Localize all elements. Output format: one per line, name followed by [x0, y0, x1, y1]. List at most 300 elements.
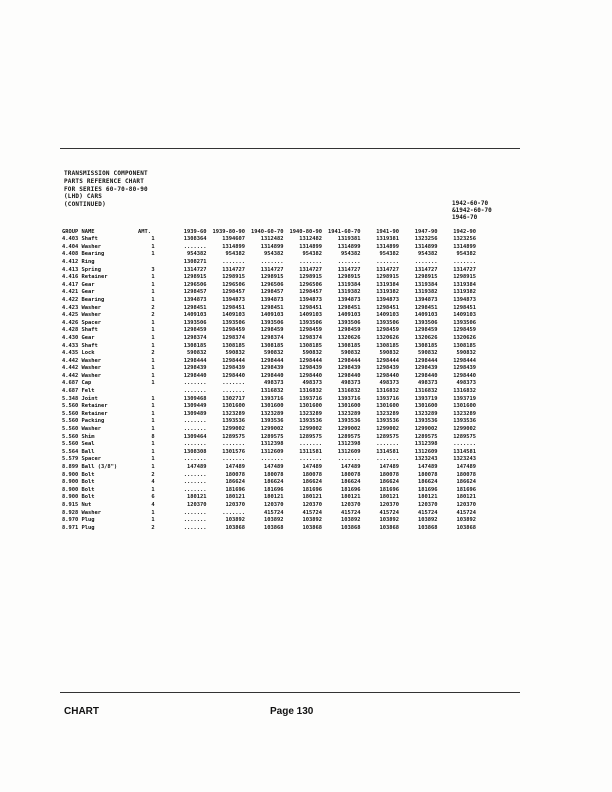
table-row	[62, 494, 476, 502]
part-number-cell: 1314899	[260, 243, 284, 250]
part-number-cell: .......	[183, 418, 207, 425]
part-number-cell: 498373	[418, 380, 438, 387]
part-number-cell: 1393719	[453, 395, 476, 402]
part-number-cell: 1298915	[222, 274, 245, 281]
part-number-cell: 1296506	[183, 281, 207, 288]
part-number-cell: .......	[183, 388, 207, 395]
part-number-cell: 180121	[341, 494, 361, 501]
part-number-cell: 1314727	[260, 266, 284, 273]
part-number-cell: .......	[337, 258, 361, 265]
title-line: PARTS REFERENCE CHART	[64, 177, 145, 185]
part-number-cell: 1296506	[299, 281, 322, 288]
part-number-cell: 954382	[341, 251, 361, 258]
part-name-cell: 5.560 Retainer	[62, 410, 108, 417]
part-number-cell: .......	[183, 243, 207, 250]
part-number-cell: 1394873	[260, 296, 284, 303]
table-row	[62, 456, 476, 464]
part-number-cell: 1409103	[414, 312, 438, 319]
part-number-cell: 1393716	[299, 395, 322, 402]
part-number-cell: 1393536	[453, 418, 476, 425]
part-number-cell: 1320626	[337, 334, 361, 341]
part-number-cell: 1393506	[414, 319, 438, 326]
amount-cell: 1	[151, 448, 155, 455]
part-number-cell: 590832	[456, 350, 476, 357]
part-name-cell: 8.970 Plug	[62, 517, 95, 524]
part-number-cell: 1316832	[414, 388, 438, 395]
part-number-cell: 1314899	[222, 243, 245, 250]
table-row	[62, 342, 476, 350]
part-number-cell: 1308185	[376, 342, 399, 349]
column-header: 1942-90	[453, 228, 476, 235]
amount-cell: 1	[151, 281, 155, 288]
part-number-cell: 1298451	[183, 304, 207, 311]
part-number-cell: 1320626	[453, 334, 476, 341]
amount-cell: 1	[151, 517, 155, 524]
part-number-cell: 1314899	[376, 243, 399, 250]
part-number-cell: 180121	[225, 494, 245, 501]
table-row	[62, 426, 476, 434]
amount-cell: 1	[151, 456, 155, 463]
part-number-cell: 1298457	[222, 289, 245, 296]
part-number-cell: .......	[183, 524, 207, 531]
table-row	[62, 259, 476, 267]
part-number-cell: 415724	[418, 509, 438, 516]
part-number-cell: 1311581	[299, 448, 322, 455]
part-name-cell: 4.428 Shaft	[62, 327, 98, 334]
part-number-cell: 186624	[341, 479, 361, 486]
part-number-cell: .......	[222, 456, 245, 463]
part-number-cell: 1289575	[376, 433, 399, 440]
part-number-cell: 1298451	[453, 304, 476, 311]
part-number-cell: 1316832	[453, 388, 476, 395]
part-number-cell: 103868	[264, 524, 284, 531]
part-number-cell: 1296506	[260, 281, 284, 288]
table-row	[62, 251, 476, 259]
part-number-cell: 1394873	[414, 296, 438, 303]
part-number-cell: 180078	[225, 471, 245, 478]
part-name-cell: 5.579 Spacer	[62, 456, 101, 463]
part-number-cell: 1312398	[337, 441, 361, 448]
amount-cell: 3	[151, 266, 155, 273]
part-number-cell: 181696	[418, 486, 438, 493]
part-name-cell: 8.900 Bolt	[62, 494, 95, 501]
part-number-cell: 147489	[187, 464, 207, 470]
part-number-cell: .......	[299, 258, 322, 265]
part-number-cell: 180121	[187, 494, 207, 501]
table-row	[62, 282, 476, 290]
part-number-cell: 1298459	[376, 327, 399, 334]
part-number-cell: 103868	[456, 524, 476, 531]
part-number-cell: 1409103	[260, 312, 284, 319]
part-number-cell: 1314727	[222, 266, 245, 273]
part-number-cell: 1298451	[337, 304, 361, 311]
part-number-cell: 1298439	[299, 365, 322, 372]
amount-cell: 1	[151, 486, 155, 493]
part-number-cell: 954382	[225, 251, 245, 258]
part-number-cell: 1298451	[376, 304, 399, 311]
part-number-cell: 590832	[225, 350, 245, 357]
part-number-cell: 498373	[341, 380, 361, 387]
part-name-cell: 8.971 Plug	[62, 524, 95, 531]
part-number-cell: 120370	[264, 501, 284, 508]
part-number-cell: 186624	[456, 479, 476, 486]
part-number-cell: .......	[222, 388, 245, 395]
table-row	[62, 327, 476, 335]
amount-cell: 1	[151, 395, 155, 402]
part-number-cell: 120370	[341, 501, 361, 508]
amount-cell: 1	[151, 464, 155, 470]
part-number-cell: 103892	[341, 517, 361, 524]
part-number-cell: 180121	[456, 494, 476, 501]
part-number-cell: 590832	[341, 350, 361, 357]
part-name-cell: 4.421 Gear	[62, 289, 95, 296]
part-number-cell: 1393536	[222, 418, 245, 425]
top-rule	[60, 148, 520, 149]
part-number-cell: .......	[299, 456, 322, 463]
part-number-cell: 103868	[225, 524, 245, 531]
column-header: 1939-80-90	[212, 228, 245, 235]
part-number-cell: 1393506	[183, 319, 207, 326]
part-number-cell: 1308271	[183, 258, 207, 265]
part-number-cell: .......	[183, 517, 207, 524]
amount-cell: 1	[151, 236, 155, 243]
part-number-cell: 954382	[302, 251, 322, 258]
part-number-cell: 181696	[456, 486, 476, 493]
table-row	[62, 358, 476, 366]
part-number-cell: 1309489	[183, 410, 207, 417]
part-number-cell: 1308364	[183, 236, 207, 243]
part-number-cell: 1289575	[260, 433, 284, 440]
part-name-cell: 8.928 Washer	[62, 509, 101, 516]
part-name-cell: 4.433 Shaft	[62, 342, 98, 349]
part-number-cell: 1298457	[183, 289, 207, 296]
part-number-cell: 180121	[379, 494, 399, 501]
table-row	[62, 418, 476, 426]
part-number-cell: 1393506	[376, 319, 399, 326]
part-number-cell: 1301600	[453, 403, 476, 410]
part-number-cell: 1316832	[337, 388, 361, 395]
part-number-cell: 186624	[225, 479, 245, 486]
part-number-cell: 1301576	[222, 448, 245, 455]
part-number-cell: 1298451	[260, 304, 284, 311]
part-number-cell: 1394873	[299, 296, 322, 303]
part-number-cell: 1312609	[260, 448, 284, 455]
table-row	[62, 297, 476, 305]
part-number-cell: 103892	[264, 517, 284, 524]
column-header: 1941-90	[376, 228, 399, 235]
part-number-cell: 1298459	[222, 327, 245, 334]
part-number-cell: 186624	[418, 479, 438, 486]
part-number-cell: 954382	[379, 251, 399, 258]
part-number-cell: 186624	[302, 479, 322, 486]
part-number-cell: 1320626	[414, 334, 438, 341]
part-name-cell: 4.687 Cap	[62, 380, 92, 387]
part-number-cell: 1323289	[453, 410, 476, 417]
part-number-cell: 1298915	[414, 274, 438, 281]
part-number-cell: 1319382	[376, 289, 399, 296]
title-line: (LHD) CARS	[64, 193, 103, 201]
part-number-cell: 1309468	[183, 395, 207, 402]
part-number-cell: 498373	[456, 380, 476, 387]
amount-cell: 1	[151, 357, 155, 364]
part-number-cell: 1393506	[222, 319, 245, 326]
table-row	[62, 335, 476, 343]
part-number-cell: 415724	[341, 509, 361, 516]
part-number-cell: 1298444	[260, 357, 284, 364]
part-number-cell: 1298915	[183, 274, 207, 281]
part-number-cell: 1299002	[376, 426, 399, 433]
part-number-cell: 1289575	[453, 433, 476, 440]
part-number-cell: 1301600	[299, 403, 322, 410]
part-number-cell: 1289575	[299, 433, 322, 440]
part-number-cell: 120370	[456, 501, 476, 508]
table-row	[62, 433, 476, 441]
part-number-cell: 1301600	[337, 403, 361, 410]
part-number-cell: 1298915	[260, 274, 284, 281]
part-number-cell: 954382	[264, 251, 284, 258]
part-number-cell: 120370	[225, 501, 245, 508]
part-number-cell: 1314581	[453, 448, 476, 455]
amount-cell: 1	[151, 418, 155, 425]
part-number-cell: .......	[183, 426, 207, 433]
amount-cell	[138, 388, 168, 396]
table-row	[62, 471, 476, 479]
amount-cell: 1	[151, 334, 155, 341]
part-number-cell: 954382	[456, 251, 476, 258]
part-number-cell: 1308185	[414, 342, 438, 349]
amount-cell: 1	[151, 274, 155, 281]
table-row	[62, 487, 476, 495]
part-number-cell: 1319384	[376, 281, 399, 288]
part-number-cell: 147489	[302, 464, 322, 470]
table-row	[62, 266, 476, 274]
part-number-cell: 1298459	[414, 327, 438, 334]
amount-cell: 1	[151, 243, 155, 250]
table-row	[62, 388, 476, 396]
part-number-cell: .......	[183, 441, 207, 448]
part-number-cell: 1308185	[299, 342, 322, 349]
part-number-cell: 1323289	[222, 410, 245, 417]
part-number-cell: 498373	[379, 380, 399, 387]
parts-reference-table	[62, 228, 476, 532]
part-number-cell: 1312398	[260, 441, 284, 448]
part-number-cell: 1319384	[414, 281, 438, 288]
table-row	[62, 525, 476, 533]
part-number-cell: 1298459	[183, 327, 207, 334]
part-number-cell: 1298459	[299, 327, 322, 334]
part-name-cell: 4.413 Spring	[62, 266, 101, 273]
table-row	[62, 464, 476, 472]
amount-cell: 1	[151, 426, 155, 433]
part-number-cell: 1314727	[337, 266, 361, 273]
part-number-cell: 1298451	[414, 304, 438, 311]
part-number-cell: 415724	[379, 509, 399, 516]
part-number-cell: 1298915	[376, 274, 399, 281]
amount-cell: 2	[151, 471, 155, 478]
table-row	[62, 441, 476, 449]
part-name-cell: 4.430 Gear	[62, 334, 95, 341]
part-name-cell: 8.899 Ball (3/8")	[62, 464, 118, 470]
table-row	[62, 403, 476, 411]
part-number-cell: 1298915	[337, 274, 361, 281]
part-number-cell: 1298459	[453, 327, 476, 334]
part-number-cell: 1298440	[260, 372, 284, 379]
part-number-cell: .......	[453, 258, 476, 265]
part-number-cell: 1393536	[260, 418, 284, 425]
part-number-cell: 1393716	[260, 395, 284, 402]
part-number-cell: 1302717	[222, 395, 245, 402]
part-name-cell: 4.435 Lock	[62, 350, 95, 357]
part-number-cell: 1298374	[222, 334, 245, 341]
part-number-cell: 1298444	[414, 357, 438, 364]
part-number-cell: 498373	[264, 380, 284, 387]
part-number-cell: 1301600	[376, 403, 399, 410]
part-number-cell: 1314899	[337, 243, 361, 250]
part-number-cell: 1298457	[299, 289, 322, 296]
part-number-cell: .......	[183, 479, 207, 486]
part-number-cell: 1298915	[453, 274, 476, 281]
part-name-cell: 4.442 Washer	[62, 365, 101, 372]
part-number-cell: 181696	[379, 486, 399, 493]
part-number-cell: 1323289	[260, 410, 284, 417]
part-number-cell: 1298440	[414, 372, 438, 379]
part-number-cell: 1298459	[337, 327, 361, 334]
part-number-cell: .......	[183, 380, 207, 387]
table-row	[62, 509, 476, 517]
part-number-cell: 1298444	[453, 357, 476, 364]
part-number-cell: 1308185	[183, 342, 207, 349]
part-number-cell: 1323243	[453, 456, 476, 463]
title-line: TRANSMISSION COMPONENT	[64, 170, 148, 177]
part-number-cell: 954382	[187, 251, 207, 258]
part-number-cell: 1308308	[183, 448, 207, 455]
part-number-cell: 1409103	[299, 312, 322, 319]
part-number-cell: 103868	[379, 524, 399, 531]
part-number-cell: 1298459	[260, 327, 284, 334]
part-number-cell: 1312482	[299, 236, 322, 243]
part-name-cell: 8.915 Nut	[62, 501, 92, 508]
part-number-cell: .......	[183, 486, 207, 493]
part-number-cell: 180121	[418, 494, 438, 501]
part-number-cell: .......	[222, 441, 245, 448]
part-number-cell: 180121	[302, 494, 322, 501]
part-number-cell: 1393716	[376, 395, 399, 402]
table-row	[62, 320, 476, 328]
part-number-cell: 1296506	[222, 281, 245, 288]
part-number-cell: 1298440	[222, 372, 245, 379]
part-number-cell: 1394607	[222, 236, 245, 243]
part-name-cell: 8.900 Bolt	[62, 479, 95, 486]
part-number-cell: 1298439	[337, 365, 361, 372]
table-row	[62, 244, 476, 252]
part-number-cell: 1394873	[222, 296, 245, 303]
part-number-cell: 1298439	[183, 365, 207, 372]
table-row	[62, 502, 476, 510]
amount-cell: 4	[151, 501, 155, 508]
column-header: 1947-90	[414, 228, 438, 235]
amount-cell: 2	[151, 304, 155, 311]
table-row	[62, 274, 476, 282]
part-number-cell: 180078	[379, 471, 399, 478]
part-name-cell: 4.408 Bearing	[62, 251, 105, 258]
part-number-cell: .......	[183, 456, 207, 463]
part-number-cell: 186624	[264, 479, 284, 486]
part-number-cell: 1393719	[414, 395, 438, 402]
table-row	[62, 350, 476, 358]
part-number-cell: 1298915	[299, 274, 322, 281]
part-number-cell: 180078	[341, 471, 361, 478]
part-number-cell: 1299002	[414, 426, 438, 433]
footer-section-label: CHART	[64, 706, 99, 717]
part-number-cell: 1314899	[299, 243, 322, 250]
column-header: 1939-60	[183, 228, 207, 235]
part-number-cell: 590832	[187, 350, 207, 357]
part-number-cell: 1393506	[337, 319, 361, 326]
column-header: 1941-60-70	[328, 228, 361, 235]
table-row	[62, 304, 476, 312]
table-row	[62, 236, 476, 244]
amount-cell: 1	[151, 372, 155, 379]
part-number-cell: 1289575	[222, 433, 245, 440]
amount-cell: 1	[151, 342, 155, 349]
part-number-cell: .......	[183, 509, 207, 516]
table-body	[62, 236, 476, 532]
part-number-cell: 103868	[302, 524, 322, 531]
part-number-cell: 1308185	[453, 342, 476, 349]
part-number-cell: .......	[376, 456, 399, 463]
part-number-cell: 1394873	[183, 296, 207, 303]
part-number-cell: 147489	[264, 464, 284, 470]
amount-cell: 1	[151, 380, 155, 387]
part-number-cell: 103868	[418, 524, 438, 531]
part-number-cell: 1299002	[453, 426, 476, 433]
part-number-cell: 1314727	[299, 266, 322, 273]
part-name-cell: 4.422 Bearing	[62, 296, 105, 303]
table-row	[62, 479, 476, 487]
part-number-cell: 1393536	[299, 418, 322, 425]
table-row	[62, 312, 476, 320]
part-number-cell: 1314727	[453, 266, 476, 273]
part-number-cell: 415724	[456, 509, 476, 516]
part-number-cell: 1409103	[376, 312, 399, 319]
part-number-cell: 590832	[379, 350, 399, 357]
column-group-header	[452, 200, 492, 222]
part-number-cell: 1298439	[453, 365, 476, 372]
part-number-cell: 1308185	[260, 342, 284, 349]
part-name-cell: 8.900 Bolt	[62, 471, 95, 478]
part-name-cell: 4.442 Washer	[62, 357, 101, 364]
part-number-cell: 1314727	[376, 266, 399, 273]
part-number-cell: 1308185	[337, 342, 361, 349]
part-number-cell: 1301600	[260, 403, 284, 410]
part-number-cell: 180078	[302, 471, 322, 478]
part-number-cell: 1312609	[414, 448, 438, 455]
amount-cell: 1	[151, 289, 155, 296]
part-number-cell: 1298439	[260, 365, 284, 372]
part-number-cell: .......	[222, 258, 245, 265]
part-number-cell: 120370	[379, 501, 399, 508]
part-number-cell: 415724	[302, 509, 322, 516]
part-name-cell: 4.687 Felt	[62, 388, 95, 395]
part-number-cell: 1298439	[414, 365, 438, 372]
part-number-cell: .......	[222, 380, 245, 387]
amount-cell: 1	[151, 365, 155, 372]
table-row	[62, 289, 476, 297]
part-number-cell: .......	[453, 441, 476, 448]
part-number-cell: 1316832	[376, 388, 399, 395]
part-number-cell: 1323289	[299, 410, 322, 417]
part-number-cell: 103892	[418, 517, 438, 524]
